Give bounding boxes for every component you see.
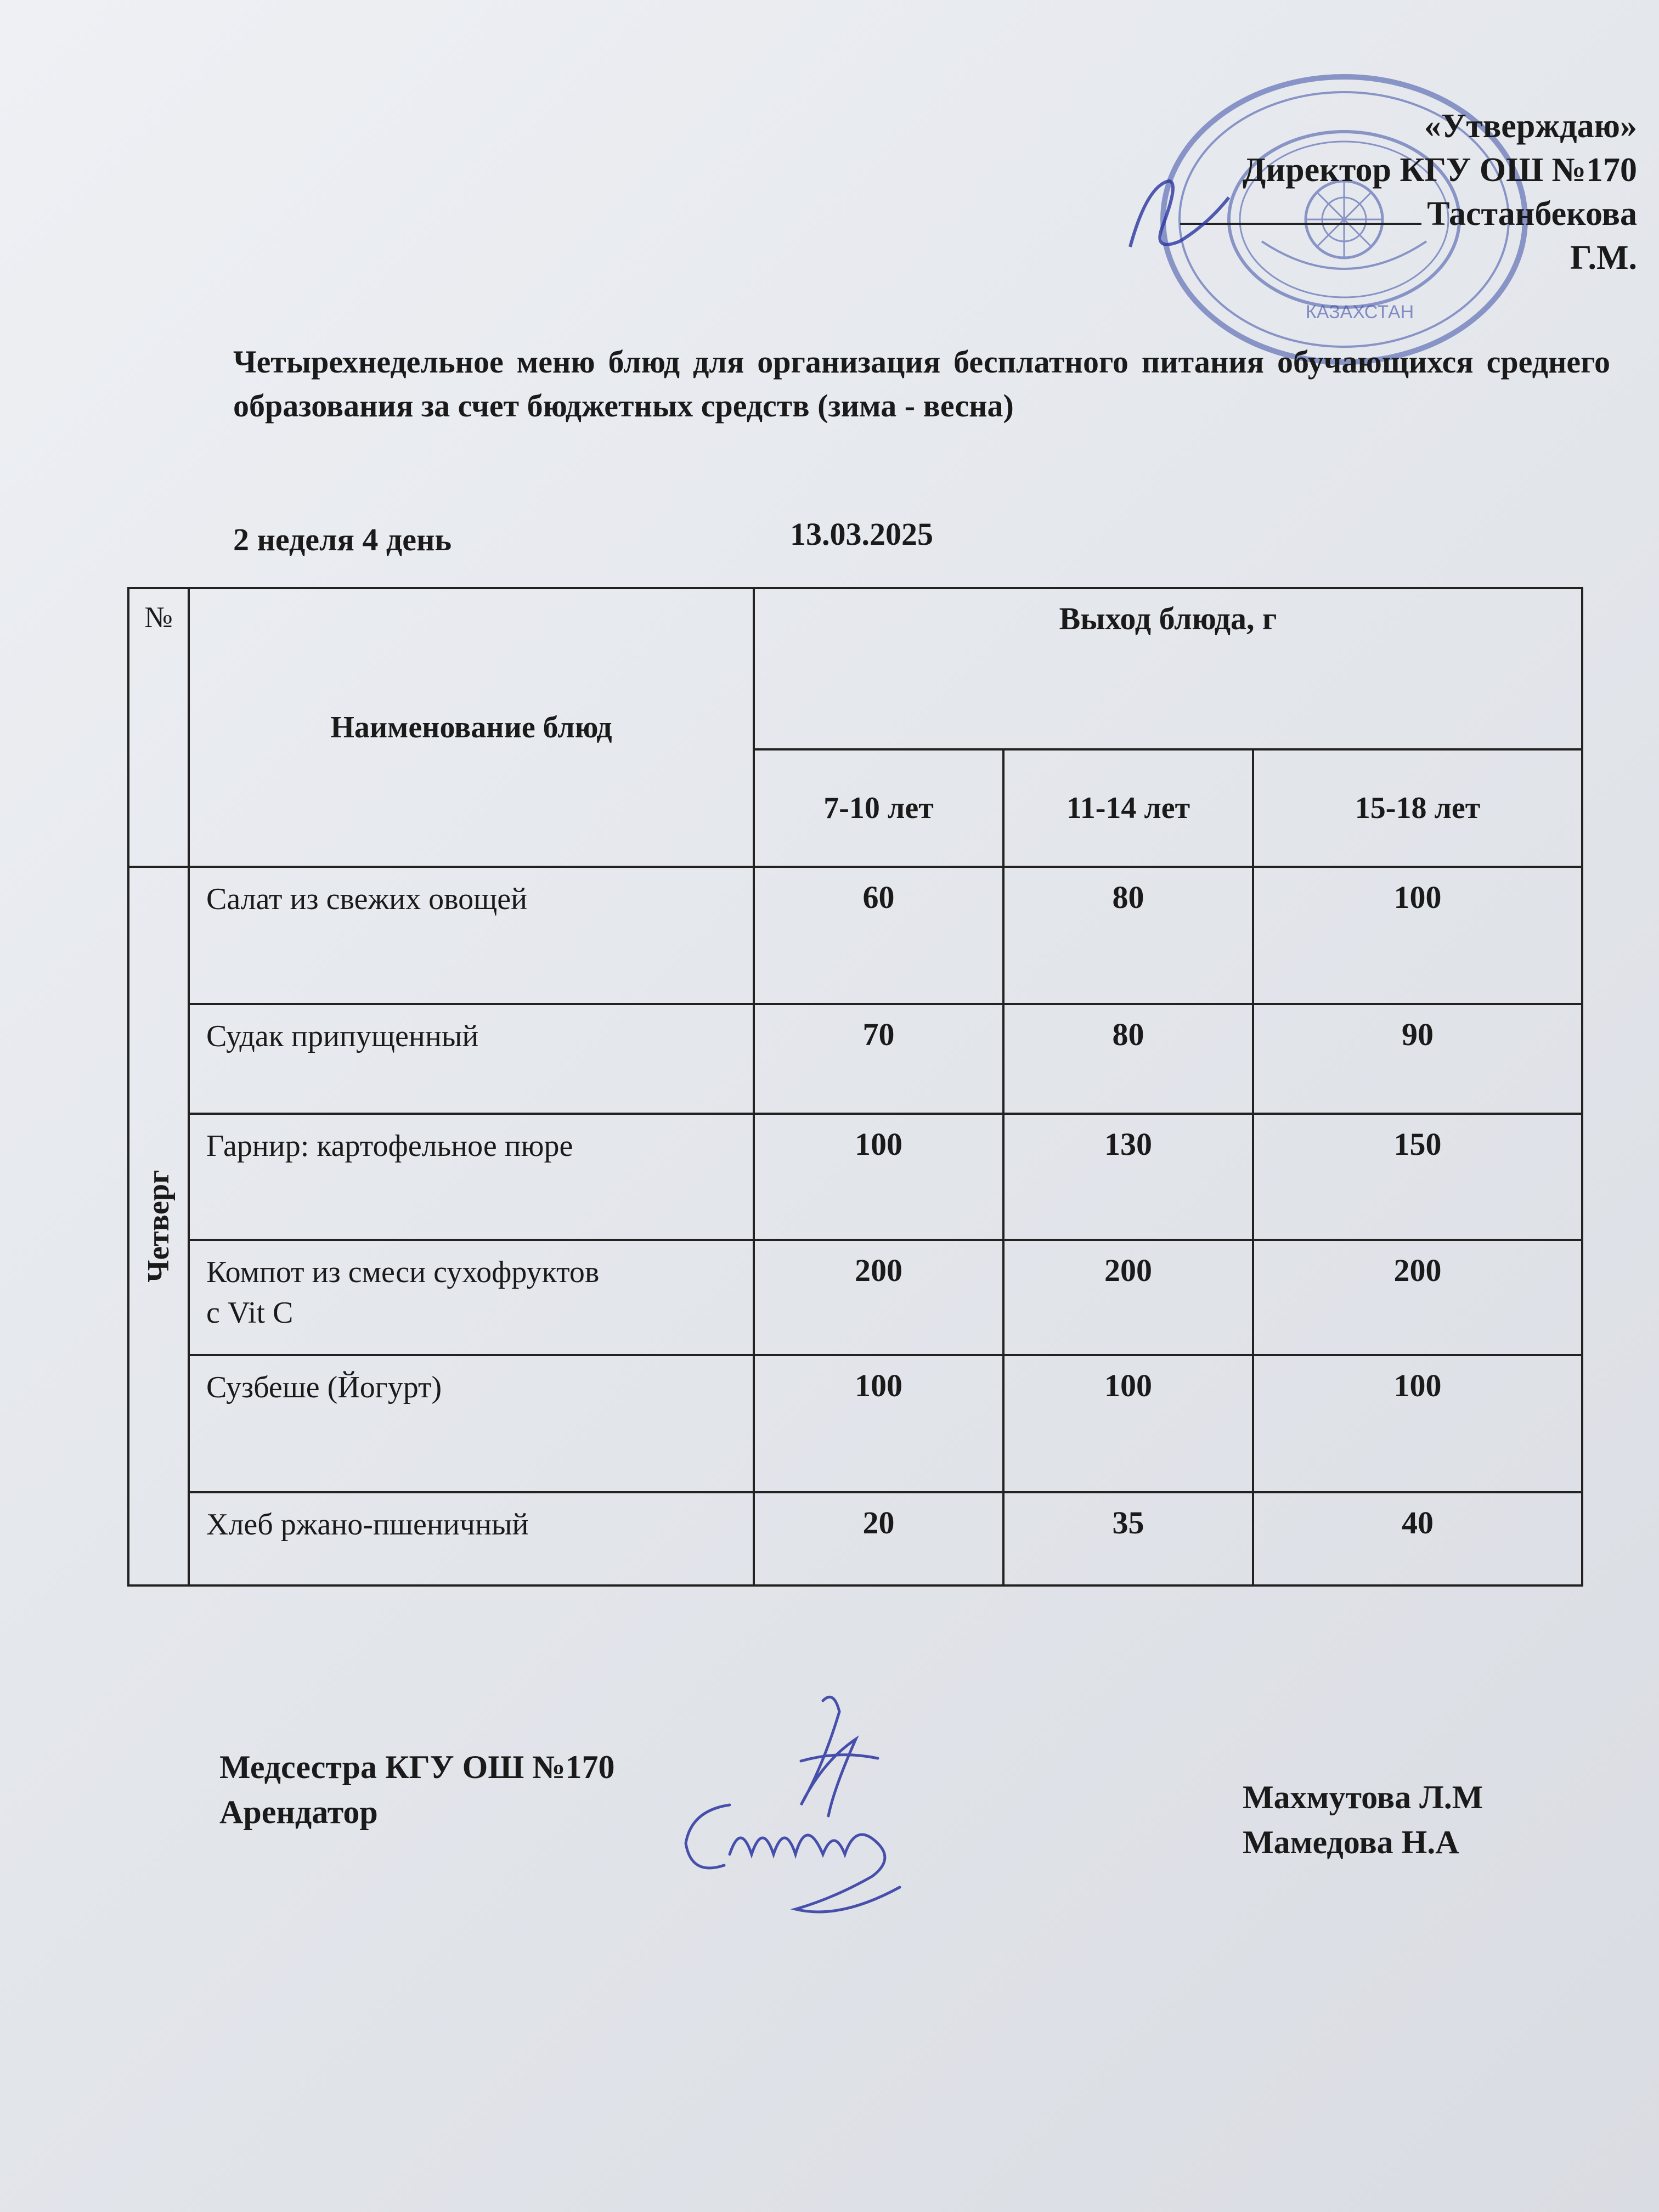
yield-11-14: 200: [1003, 1240, 1253, 1355]
header-age-15-18: 15-18 лет: [1253, 749, 1582, 867]
yield-15-18: 90: [1253, 1004, 1582, 1114]
approval-name: Тастанбекова Г.М.: [1427, 195, 1637, 276]
approval-heading: «Утверждаю»: [1424, 108, 1637, 145]
yield-15-18: 150: [1253, 1114, 1582, 1240]
tenant-name: Мамедова Н.А: [1243, 1824, 1459, 1860]
yield-11-14: 35: [1003, 1492, 1253, 1585]
table-row: [128, 1004, 1582, 1114]
yield-7-10: 70: [754, 1004, 1003, 1114]
yield-15-18: 40: [1253, 1492, 1582, 1585]
document-title: Четырехнедельное меню блюд для организация бесплатного питания обучающихся среднего образования за счет бюджетных средств (зима - весна): [233, 344, 1610, 424]
yield-7-10: 100: [754, 1355, 1003, 1492]
footer-positions: [219, 1745, 615, 1835]
day-cell: [128, 867, 189, 1585]
yield-11-14: 80: [1003, 867, 1253, 1004]
yield-15-18: 100: [1253, 1355, 1582, 1492]
menu-table: [127, 587, 1583, 1587]
table-row: [128, 1355, 1582, 1492]
yield-7-10: 60: [754, 867, 1003, 1004]
dish-name: Салат из свежих овощей: [189, 867, 754, 1004]
yield-7-10: 20: [754, 1492, 1003, 1585]
table-header-row: [128, 588, 1582, 749]
dish-name: Компот из смеси сухофруктов с Vit C: [189, 1240, 754, 1355]
header-yield: Выход блюда, г: [754, 588, 1582, 749]
yield-11-14: 80: [1003, 1004, 1253, 1114]
header-dish-name: Наименование блюд: [189, 588, 754, 867]
day-label: Четверг: [142, 1170, 176, 1283]
menu-date: 13.03.2025: [790, 516, 933, 552]
table-row: [128, 1114, 1582, 1240]
nurse-position: Медсестра КГУ ОШ №170: [219, 1749, 615, 1785]
dish-name: Сузбеше (Йогурт): [189, 1355, 754, 1492]
table-row: [128, 867, 1582, 1004]
footer-names: [1243, 1775, 1483, 1865]
tenant-position: Арендатор: [219, 1794, 378, 1830]
nurse-name: Махмутова Л.М: [1243, 1779, 1483, 1815]
dish-name: Судак припущенный: [189, 1004, 754, 1114]
yield-7-10: 100: [754, 1114, 1003, 1240]
approval-position: Директор КГУ ОШ №170: [1242, 151, 1637, 189]
dish-name: Гарнир: картофельное пюре: [189, 1114, 754, 1240]
dish-name: Хлеб ржано-пшеничный: [189, 1492, 754, 1585]
stamp-text: КАЗАХСТАН: [1306, 302, 1414, 323]
table-row: [128, 1492, 1582, 1585]
header-number: №: [128, 588, 189, 867]
header-age-7-10: 7-10 лет: [754, 749, 1003, 867]
yield-11-14: 100: [1003, 1355, 1253, 1492]
yield-15-18: 200: [1253, 1240, 1582, 1355]
header-age-11-14: 11-14 лет: [1003, 749, 1253, 867]
yield-11-14: 130: [1003, 1114, 1253, 1240]
handwritten-signature: [658, 1679, 966, 1942]
week-day-label: 2 неделя 4 день: [233, 522, 452, 557]
table-row: [128, 1240, 1582, 1355]
director-signature: [1097, 165, 1251, 263]
yield-7-10: 200: [754, 1240, 1003, 1355]
yield-15-18: 100: [1253, 867, 1582, 1004]
